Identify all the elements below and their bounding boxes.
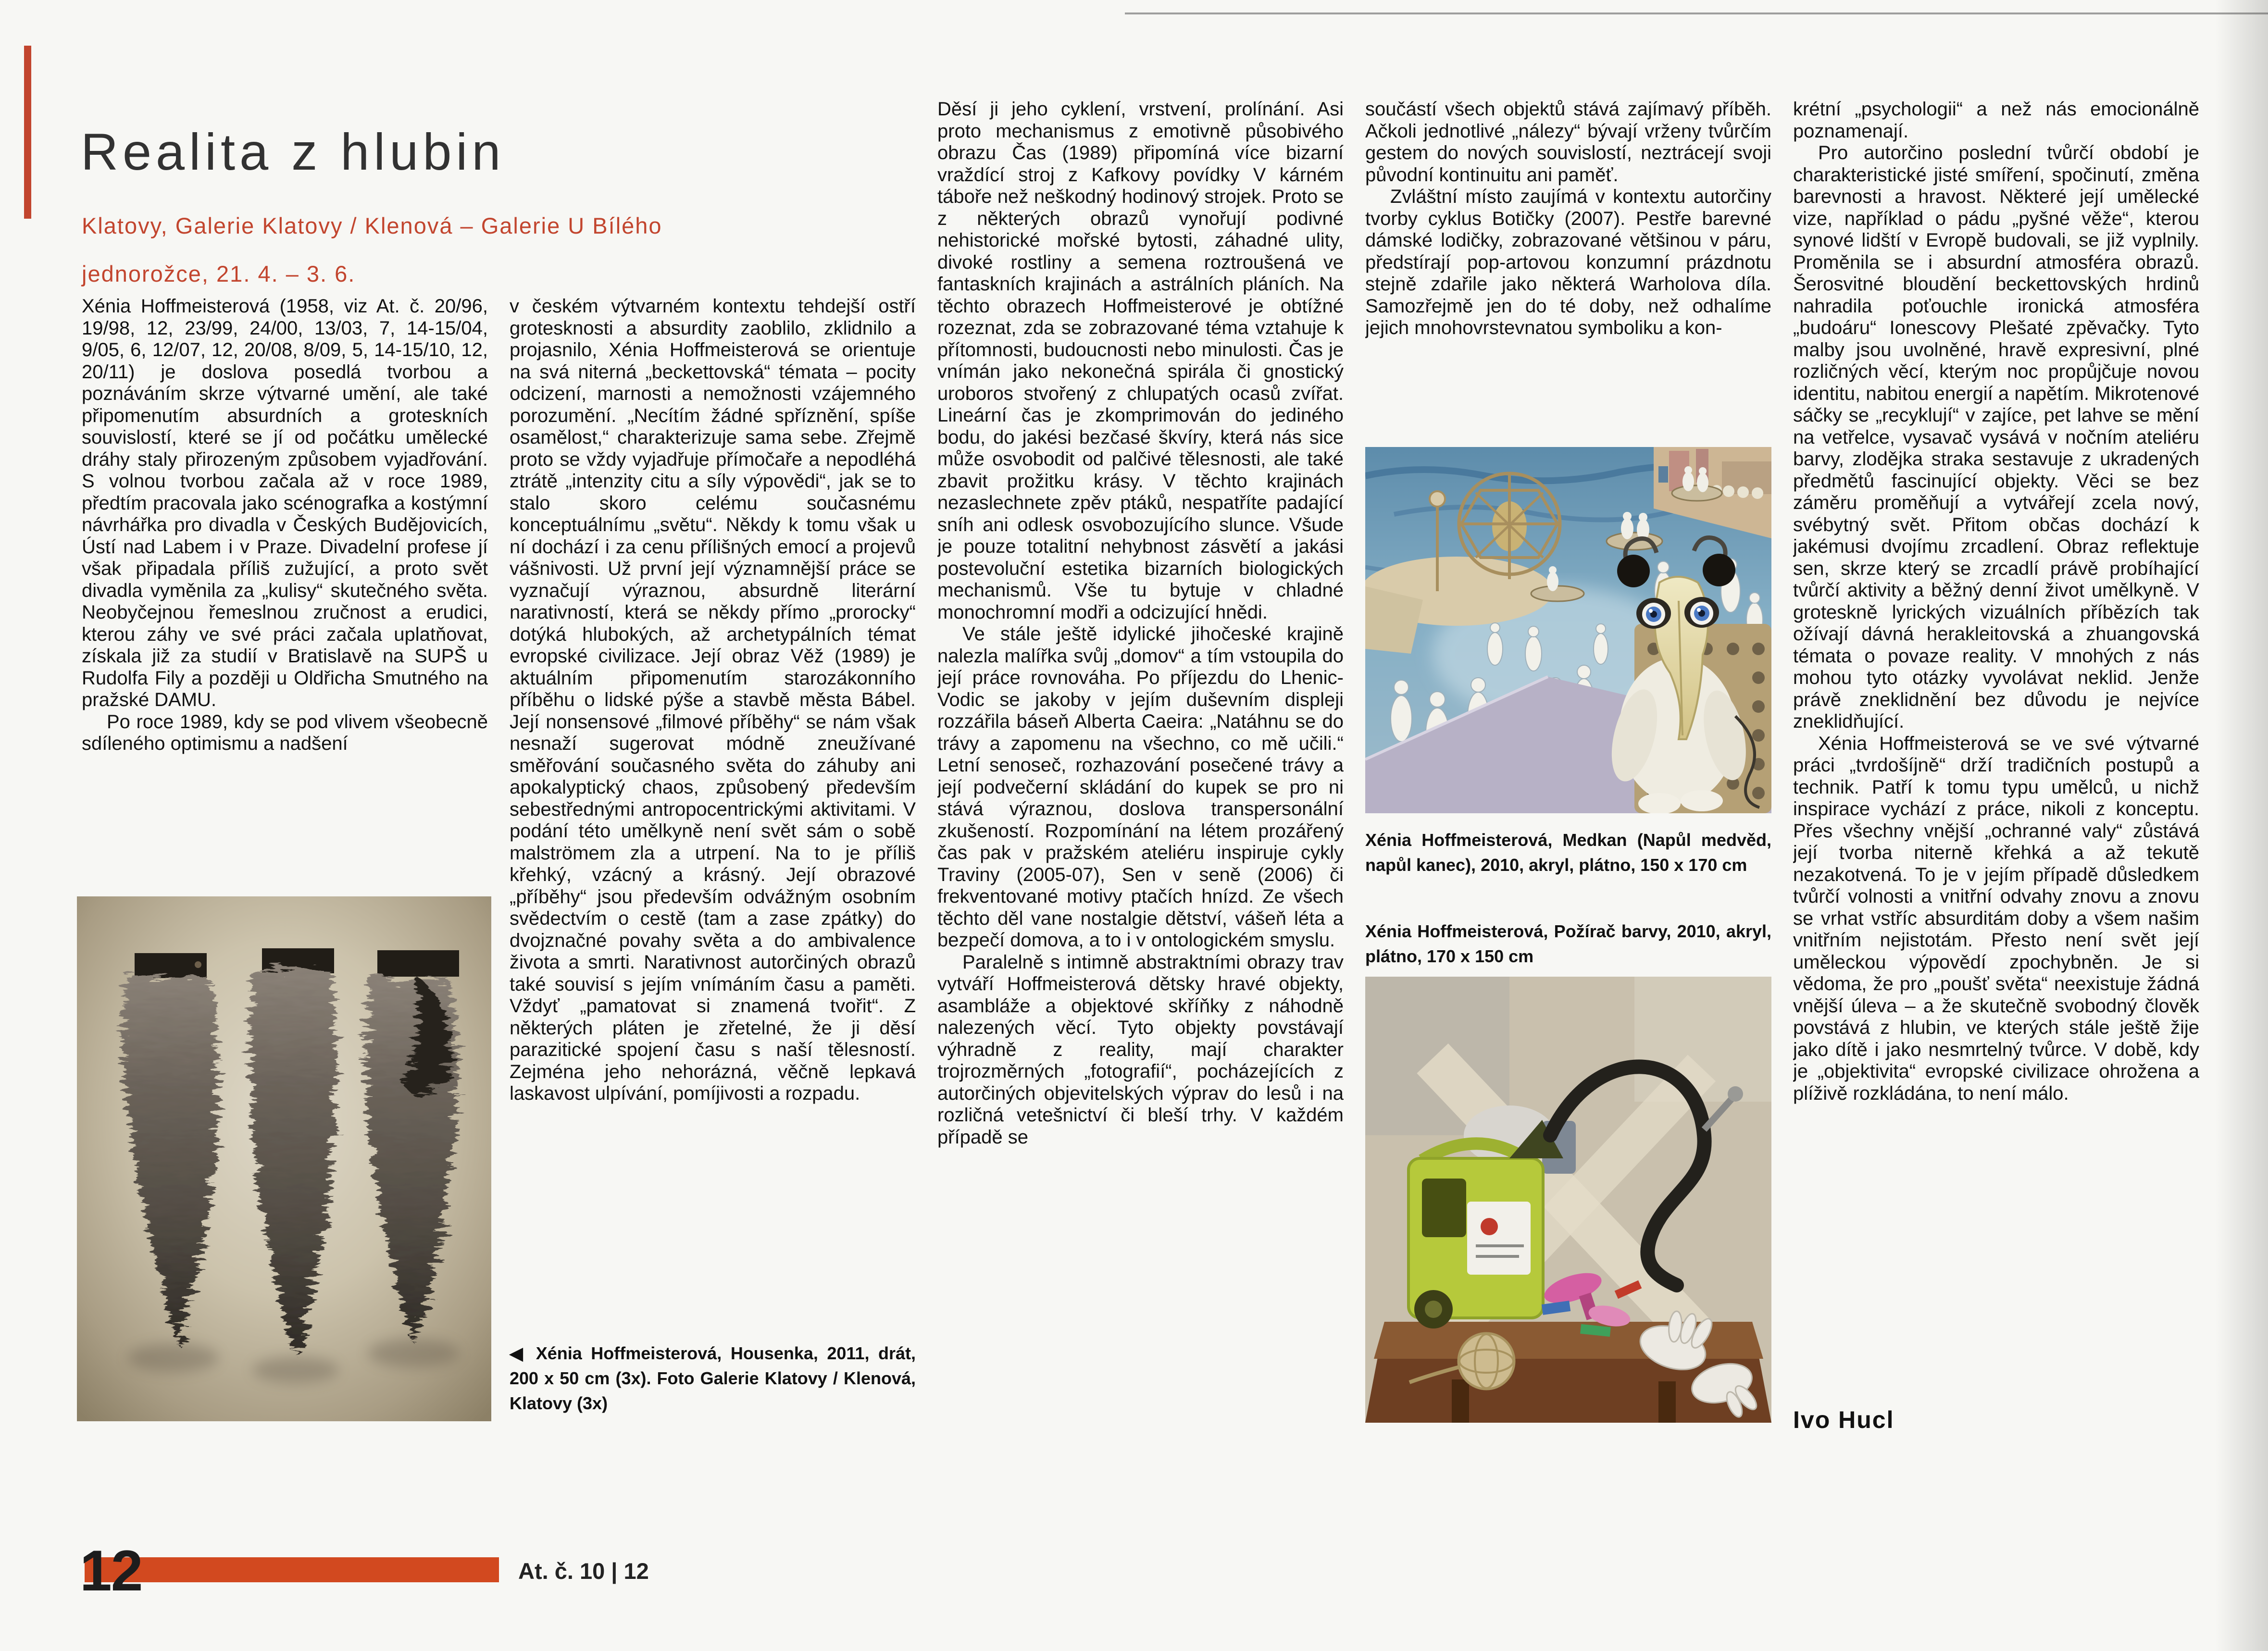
- text-column-1: [82, 296, 488, 877]
- text-column-5: [1793, 99, 2199, 1377]
- body-paragraph: Děsí ji jeho cyklení, vrstvení, prolínání. Asi proto mechanismus z emotivně působivého obrazu Čas (1989) připomíná více bizarní vraždící stroj z Kafkovy povídky V kárném táboře než neškodný hodinový strojek. Proto se z některých obrazů vynořují podivné nehistorické mořské bytosti, záhadné ulity, divoké rostliny a semena roztroušená ve fantaskních krajinách a astrálních pláních. Na těchto obrazech Hoffmeisterové je obtížné rozeznat, zda se zobrazované téma vztahuje k přítomnosti, budoucnosti nebo minulosti. Čas je vnímán jako nekonečná spirála či gnostický uroboros stvořený z chlupatých ocasů zvířat. Lineární čas je zkomprimován do jediného bodu, do jakési bezčasé škvíry, která nás sice může osvobodit od palčivé tělesnosti, ale také zbavit prožitku krásy. V těchto krajinách nezaslechnete zpěv ptáků, nespatříte padající sníh ani odlesk osvobozujícího slunce. Všude je pouze totalitní nehybnost zásvětí a jakási postevoluční estetika bizarních biologických mechanismů. Vše tu bytuje v chladné monochromní modři a odcizující hnědi.: [937, 99, 1344, 623]
- page-title: Realita z hlubin: [81, 123, 505, 181]
- scan-edge-line: [1125, 12, 2268, 14]
- footer-accent-bar: [85, 1557, 499, 1582]
- text-column-4: [1365, 99, 1771, 437]
- subtitle-line-1: Klatovy, Galerie Klatovy / Klenová – Galerie U Bílého: [82, 213, 662, 238]
- housenka-photo: [77, 896, 491, 1421]
- body-paragraph: Xénia Hoffmeisterová (1958, viz At. č. 20/96, 19/98, 12, 23/99, 24/00, 13/03, 7, 14-15/04, 9/05, 6, 12/07, 12, 20/08, 8/09, 5, 14-15/10, 12, 20/11) je doslova posedlá tvorbou a poznáváním skrze výtvarné umění, ale také připomenutím absurdních a groteskních souvislostí, které se jí od počátku umělecké dráhy staly přirozeným způsobem vyjadřování. S volnou tvorbou začala až v roce 1989, předtím pracovala jako scénografka a kostýmní návrhářka pro divadla v Českých Budějovicích, Ústí nad Labem i v Praze. Divadelní profese jí však připadala příliš zužující, a proto svět divadla vyměnila za „kulisy“ skutečného světa. Neobyčejnou řemeslnou zručnost a erudici, kterou záhy ve své práci začala uplatňovat, získala již za studií v Bratislavě na SUPŠ u Rudolfa Fily a později u Oldřicha Smutného na pražské DAMU.: [82, 296, 488, 710]
- text-column-2: [510, 296, 916, 1327]
- body-paragraph: součástí všech objektů stává zajímavý příběh. Ačkoli jednotlivé „nálezy“ bývají vrženy tvůrčím gestem do nových souvislostí, neztrácejí svoji původní kontinuitu ani paměť.: [1365, 99, 1771, 186]
- medkan-painting: [1365, 447, 1771, 813]
- caption-pozirac: Xénia Hoffmeisterová, Požírač barvy, 2010, akryl, plátno, 170 x 150 cm: [1365, 921, 1771, 966]
- caption-housenka: [510, 1341, 916, 1416]
- left-margin-accent-bar: [24, 46, 31, 219]
- text-column-3: [937, 99, 1344, 1449]
- page-number: 12: [80, 1539, 142, 1603]
- author-signature: Ivo Hucl: [1793, 1406, 1894, 1433]
- page-edge-shadow: [2215, 0, 2268, 1651]
- body-paragraph: Pro autorčino poslední tvůrčí období je charakteristické jisté smíření, spočinutí, změna barevnosti a hravost. Některé její umělecké vize, například o pádu „pyšné věže“, kterou synové lidští v Evropě budovali, se již vyplnily. Proměnila se i absurdní atmosféra obrazů. Šerosvitné bloudění beckettovských hrdinů nahradila poťouchle ironická atmosféra „budoáru“ Ionescovy Plešaté zpěvačky. Tyto malby jsou uvolněné, hravě expresivní, plné rozličných věcí, kterým noc propůjčuje novou identitu, nabitou energií a napětím. Mikrotenové sáčky se „recyklují“ v zajíce, pet lahve se mění na vetřelce, vysavač vysává v nočním ateliéru barvy, zlodějka straka sestavuje z ukradených předmětů fascinující objekty. Věci se bez záměru proměňují a vytvářejí zcela nový, svébytný svět. Přitom občas dochází k jakémusi dvojímu zrcadlení. Obraz reflektuje sen, skrze který se zrcadlí právě probíhající tvůrčí aktivity a běžný denní život umělkyně. V groteskně lyrických vizuálních příbězích tak ožívají dávná herakleitovská a zhuangovská témata o povaze reality. V mnohých z nás mohou tyto otázky vyvolávat neklid. Jenže právě zneklidnění bez důvodu je nejvíce zneklidňující.: [1793, 142, 2199, 732]
- issue-label: At. č. 10 | 12: [518, 1558, 649, 1584]
- body-paragraph: krétní „psychologii“ a než nás emocionálně poznamenají.: [1793, 99, 2199, 142]
- caption-medkan: Xénia Hoffmeisterová, Medkan (Napůl medvěd, napůl kanec), 2010, akryl, plátno, 150 x 170 cm: [1365, 830, 1771, 875]
- body-paragraph: v českém výtvarném kontextu tehdejší ostří grotesknosti a absurdity zaoblilo, zklidnilo a projasnilo, Xénia Hoffmeisterová se orientuje na svá niterná „beckettovská“ témata – pocity odcizení, marnosti a nemožnosti vzájemného porozumění. „Necítím žádné spříznění, spíše osamělost,“ charakterizuje sama sebe. Zřejmě proto se vždy vyjadřuje přímočaře a nepodléhá ztrátě „intenzity citu a síly výpovědi“, jak se to stalo skoro celému současnému konceptuálnímu „světu“. Někdy k tomu však u ní dochází i za cenu přílišných emocí a projevů vášnivosti. Už první její významnější práce se vyznačují výraznou, absurdně literární narativností, která se někdy přímo „prorocky“ dotýká hlubokých, až archetypálních témat evropské civilizace. Její obraz Věž (1989) je aktuálním připomenutím starozákonního příběhu o lidské pýše a stavbě města Bábel. Její nonsensové „filmové příběhy“ se nám však nesnaží sugerovat módně zneužívané směřování současného světa do záhuby ani apokalyptický chaos, způsobený především sebestřednými antropocentrickými aktivitami. V podání této umělkyně není svět sám o sobě malströmem zla a utrpení. Na to je příliš křehký, vzácný a krásný. Její obrazové „příběhy“ jsou především odvážným osobním svědectvím o cestě (tam a zase zpátky) do dvojznačné povahy světa a do ambivalence života a smrti. Narativnost autorčiných obrazů také souvisí s jejím vnímáním času a paměti. Vždyť „pamatovat si znamená tvořit“. Z některých pláten je zřetelné, že ji děsí parazitické spojení času s naší tělesností. Zejména jeho nehorázná, věčně lepkavá laskavost ulpívání, pomíjivosti a rozpadu.: [510, 296, 916, 1104]
- body-paragraph: Po roce 1989, kdy se pod vlivem všeobecně sdíleného optimismu a nadšení: [82, 711, 488, 754]
- left-triangle-icon: ◀: [510, 1343, 527, 1363]
- housenka-sculpture-illustration: [77, 896, 491, 1421]
- body-paragraph: Xénia Hoffmeisterová se ve své výtvarné práci „tvrdošíjně“ drží tradičních postupů a technik. Patří k tomu typu umělců, u nichž inspirace vychází z práce, nikoli z konceptu. Přes všechny vnější „ochranné valy“ zůstává její tvorba niterně křehká a až tekutě nezakotvená. To je v jejím případě důsledkem tvůrčí volnosti a vnitřní odvahy znovu a znovu se vrhat vstříc absurditám doby a všem našim vnitřním nejistotám. Přesto není svět její uměleckou výpovědí zpochybněn. Je si vědoma, že pro „poušť světa“ neexistuje žádná vnější úleva – a že skutečně svobodný člověk povstává z hlubin, ve kterých stále ještě žije jako dítě i jako nesmrtelný tvůrce. V době, kdy je „objektivita“ evropské civilizace ohrožena a plíživě rozkládána, to není málo.: [1793, 732, 2199, 1104]
- body-paragraph: Paralelně s intimně abstraktními obrazy trav vytváří Hoffmeisterová dětsky hravé objekty, asambláže a objektové skříňky z náhodně nalezených věcí. Tyto objekty povstávají výhradně z reality, mají charakter trojrozměrných „fotografií“, pocházejících z autorčiných objevitelských výprav do lesů i na rozličná vetešnictví či bleší trhy. V každém případě se: [937, 951, 1344, 1148]
- body-paragraph: Ve stále ještě idylické jihočeské krajině nalezla malířka svůj „domov“ a tím vstoupila do její práce rovnováha. Po příjezdu do Lhenic-Vodic se jakoby v jejím duševním displeji rozzářila báseň Alberta Caeira: „Natáhnu se do trávy a zapomenu na všechno, co mě učili.“ Letní senoseč, rozhazování posečené trávy a její podvečerní skládání do kupek se pro ni stává výraznou, doslova transpersonální zkušeností. Rozpomínání na létem prozářený čas pak v pražském ateliéru inspiruje cykly Traviny (2005-07), Sen v seně (2006) či frekventované motivy ptačích hnízd. Ze všech těchto děl vane nostalgie dětství, vášeň léta a bezpečí domova, a to i v ontologickém smyslu.: [937, 623, 1344, 951]
- caption-text: Xénia Hoffmeisterová, Housenka, 2011, drát, 200 x 50 cm (3x). Foto Galerie Klatovy / Klenová, Klatovy (3x): [510, 1343, 916, 1413]
- exhibition-subtitle: [82, 202, 662, 298]
- pozirac-barvy-illustration: [1365, 977, 1771, 1423]
- pozirac-barvy-painting: [1365, 977, 1771, 1423]
- body-paragraph: Zvláštní místo zaujímá v kontextu autorčiny tvorby cyklus Botičky (2007). Pestře barevné dámské lodičky, zobrazované většinou v páru, předstírají pop-artovou konzumní prázdnotu stejně zdařile jako některá Warholova díla. Samozřejmě jen do té doby, než odhalíme jejich mnohovrstevnatou symboliku a kon-: [1365, 186, 1771, 338]
- medkan-painting-illustration: [1365, 447, 1771, 813]
- subtitle-line-2: jednorožce, 21. 4. – 3. 6.: [82, 261, 356, 286]
